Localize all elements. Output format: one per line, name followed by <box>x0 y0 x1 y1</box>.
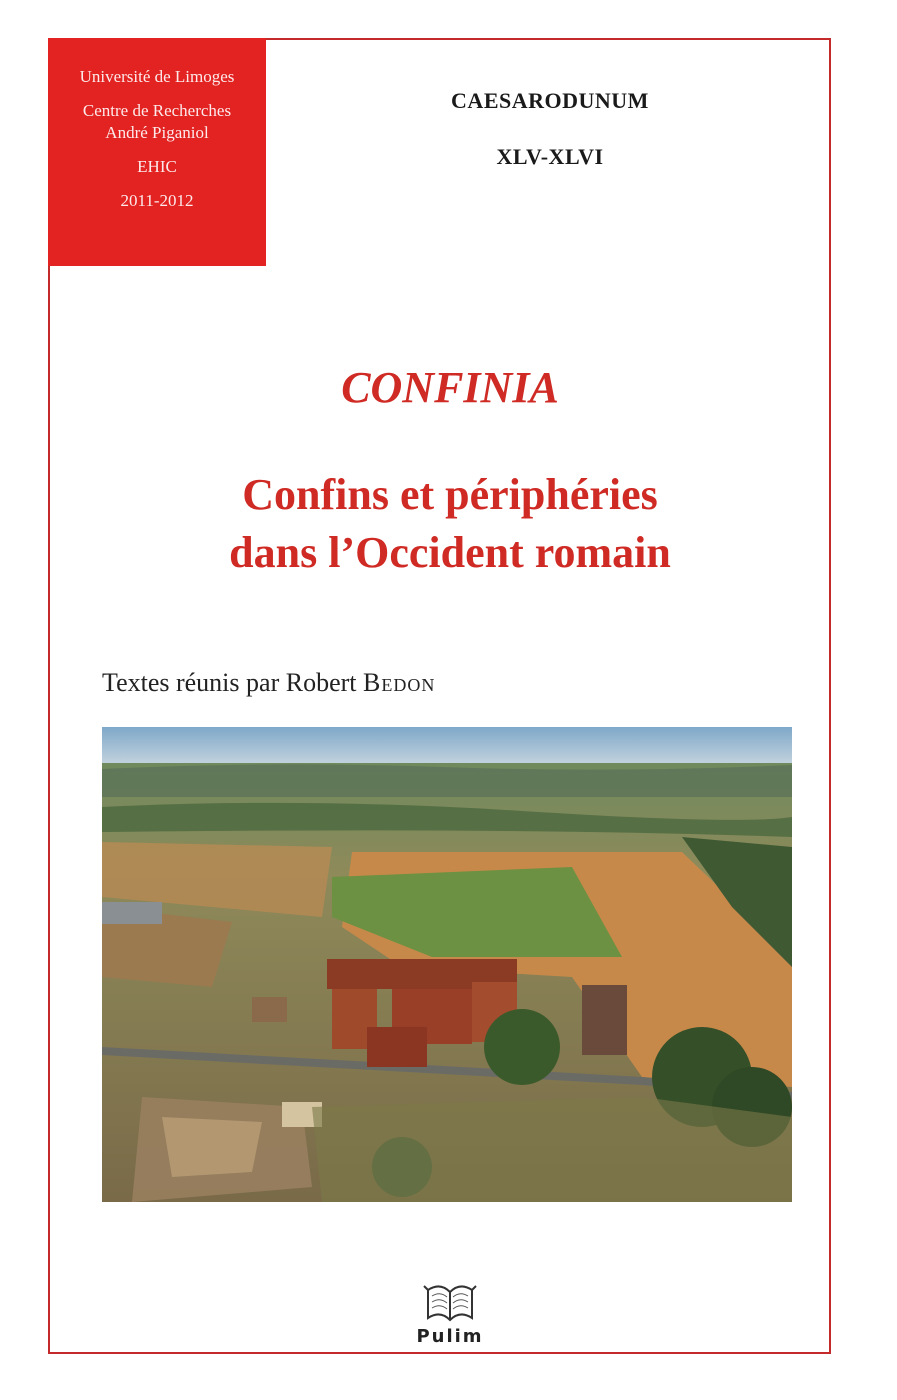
aerial-site-image <box>102 727 792 1202</box>
publisher-name: Pulim <box>416 1326 484 1347</box>
institution-box <box>48 38 266 266</box>
series-volume: XLV-XLVI <box>496 144 604 169</box>
book-subtitle <box>100 466 800 582</box>
book-title: CONFINIA <box>341 363 559 412</box>
subtitle-line1: Confins et périphéries <box>242 470 658 519</box>
publisher-block <box>400 1280 500 1347</box>
institution-line5: 2011-2012 <box>120 191 194 210</box>
institution-line3: André Piganiol <box>105 123 209 142</box>
subtitle-line2: dans l’Occident romain <box>229 528 671 577</box>
institution-line4: EHIC <box>137 157 177 176</box>
editor-surname: Bedon <box>363 668 436 697</box>
editor-credit <box>102 668 435 698</box>
institution-line1: Université de Limoges <box>79 67 235 86</box>
editor-prefix: Textes réunis par Robert <box>102 668 363 697</box>
institution-line2: Centre de Recherches <box>82 101 232 120</box>
series-block <box>380 88 720 170</box>
series-name: CAESARODUNUM <box>451 88 649 113</box>
cover-photo <box>102 727 792 1202</box>
open-book-logo-icon <box>420 1280 480 1325</box>
